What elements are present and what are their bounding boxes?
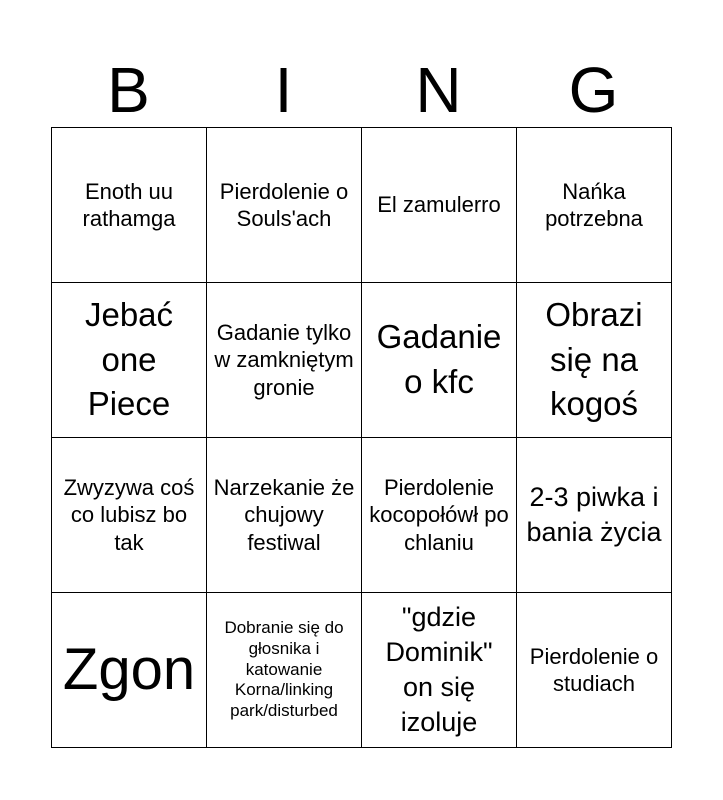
bingo-header (51, 52, 671, 128)
bingo-cell[interactable] (52, 128, 207, 283)
bingo-cell[interactable] (52, 438, 207, 593)
bingo-cell[interactable] (207, 438, 362, 593)
bingo-cell[interactable] (207, 128, 362, 283)
header-letter-g: G (568, 54, 619, 126)
bingo-cell[interactable] (362, 128, 517, 283)
cell-text: Gadanie o kfc (376, 318, 502, 400)
bingo-cell[interactable] (362, 438, 517, 593)
cell-text: Pierdolenie o studiach (529, 643, 659, 696)
cell-text: Jebać one Piece (84, 296, 174, 423)
bingo-cell[interactable] (52, 593, 207, 748)
cell-text: Gadanie tylko w zamkniętym gronie (214, 319, 354, 400)
bingo-cell[interactable] (362, 593, 517, 748)
bingo-cell[interactable] (52, 283, 207, 438)
bingo-cell[interactable] (207, 593, 362, 748)
cell-text: Zgon (62, 637, 196, 703)
bingo-cell[interactable] (517, 438, 672, 593)
cell-text: Pierdolenie kocopołówł po chlaniu (369, 474, 509, 555)
header-letter-n: N (415, 54, 462, 126)
bingo-board (51, 127, 672, 748)
cell-text: Obrazi się na kogoś (545, 296, 643, 423)
cell-text: Zwyzywa coś co lubisz bo tak (63, 474, 195, 555)
bingo-cell[interactable] (517, 283, 672, 438)
cell-text: Narzekanie że chujowy festiwal (213, 474, 355, 555)
cell-text: El zamulerro (377, 192, 501, 218)
header-letter-b: B (107, 54, 150, 126)
cell-text: 2-3 piwka i bania życia (526, 481, 662, 547)
cell-text: Enoth uu rathamga (82, 178, 176, 231)
header-letter-i: I (274, 54, 293, 126)
cell-text: Dobranie się do głosnika i katowanie Korna/linking park/disturbed (224, 618, 344, 721)
cell-text: Nańka potrzebna (545, 178, 643, 231)
cell-text: Pierdolenie o Souls'ach (219, 178, 349, 231)
cell-text: "gdzie Dominik" on się izoluje (385, 601, 493, 738)
bingo-cell[interactable] (517, 593, 672, 748)
bingo-cell[interactable] (207, 283, 362, 438)
bingo-cell[interactable] (517, 128, 672, 283)
bingo-cell[interactable] (362, 283, 517, 438)
